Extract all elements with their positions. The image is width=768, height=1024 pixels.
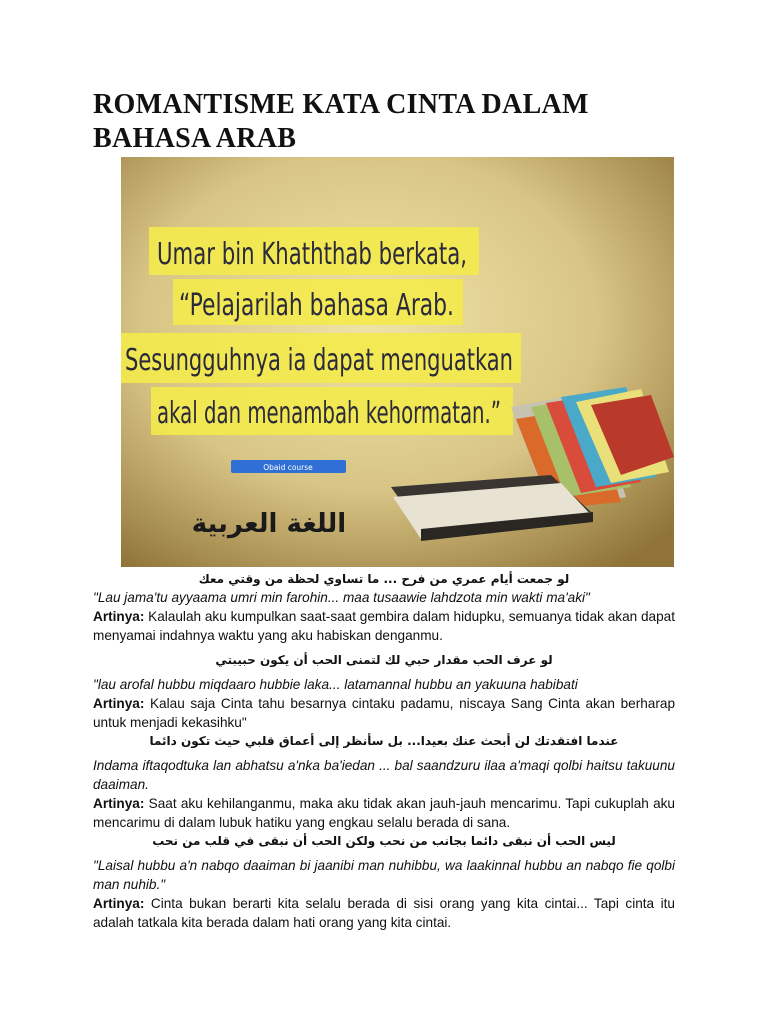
meaning-label: Artinya: xyxy=(93,696,145,711)
meaning-label: Artinya: xyxy=(93,796,145,811)
meaning-label: Artinya: xyxy=(93,896,145,911)
quote-block xyxy=(93,732,675,832)
transliteration: "Laisal hubbu a'n nabqo daaiman bi jaanibi man nuhibbu, wa laakinnal hubbu an nabqo fie qolbi man nuhib." xyxy=(93,858,675,892)
title-line: ROMANTISME KATA CINTA DALAM xyxy=(93,89,589,120)
quote-line: Umar bin Khaththab berkata, xyxy=(157,237,467,272)
poster-image xyxy=(121,157,674,567)
quote-block xyxy=(93,570,675,645)
badge-label: Obaid course xyxy=(263,463,313,472)
meaning-text: Kalau saja Cinta tahu besarnya cintaku padamu, niscaya Sang Cinta akan berharap untuk menjadi kekasihku" xyxy=(93,696,675,730)
quote-block xyxy=(93,832,675,932)
title-line: BAHASA ARAB xyxy=(93,123,297,154)
arabic-calligraphy: اللغة العربية xyxy=(191,509,347,539)
meaning-text: Kalaulah aku kumpulkan saat-saat gembira dalam hidupku, semuanya tidak akan dapat menyamai indahnya waktu yang aku habiskan denganmu. xyxy=(93,609,675,643)
transliteration: Indama iftaqodtuka lan abhatsu a'nka ba'iedan ... bal saandzuru ilaa a'maqi qolbi haitsu takuunu daaiman. xyxy=(93,758,675,792)
quote-line: Sesungguhnya ia dapat menguatkan xyxy=(125,343,513,378)
arabic-quote: ليس الحب أن نبقى دائما بجانب من نحب ولكن الحب أن نبقى في قلب من نحب xyxy=(152,834,616,848)
quote-block xyxy=(93,651,675,732)
meaning xyxy=(93,894,675,932)
quotes-section xyxy=(93,570,675,932)
arabic-quote: لو عرف الحب مقدار حبي لك لتمنى الحب أن يكون حبيبتي xyxy=(215,653,553,667)
meaning-text: Cinta bukan berarti kita selalu berada di sisi orang yang kita cintai... Tapi cinta itu adalah tatkala kita berada dalam hati orang yang kita cintai. xyxy=(93,896,675,930)
transliteration: "Lau jama'tu ayyaama umri min farohin... maa tusaawie lahdzota min wakti ma'aki" xyxy=(93,590,590,605)
meaning xyxy=(93,694,675,732)
quote-line: “Pelajarilah bahasa Arab. xyxy=(179,288,454,323)
meaning-text: Saat aku kehilanganmu, maka aku tidak akan jauh-jauh mencarimu. Tapi cukuplah aku mencarimu di dalam lubuk hatiku yang engkau selalu berada di sana. xyxy=(93,796,675,830)
meaning-label: Artinya: xyxy=(93,609,145,624)
arabic-quote: لو جمعت أيام عمري من فرح ... ما تساوي لحظة من وقتي معك xyxy=(198,572,570,586)
quote-line: akal dan menambah kehormatan.” xyxy=(157,396,501,431)
transliteration: "lau arofal hubbu miqdaaro hubbie laka... latamannal hubbu an yakuuna habibati xyxy=(93,677,578,692)
arabic-quote: عندما افتقدتك لن أبحث عنك بعيدا... بل سأنظر إلى أعماق قلبي حيث تكون دائما xyxy=(149,734,619,748)
page-title xyxy=(93,88,693,156)
meaning xyxy=(93,607,675,645)
meaning xyxy=(93,794,675,832)
